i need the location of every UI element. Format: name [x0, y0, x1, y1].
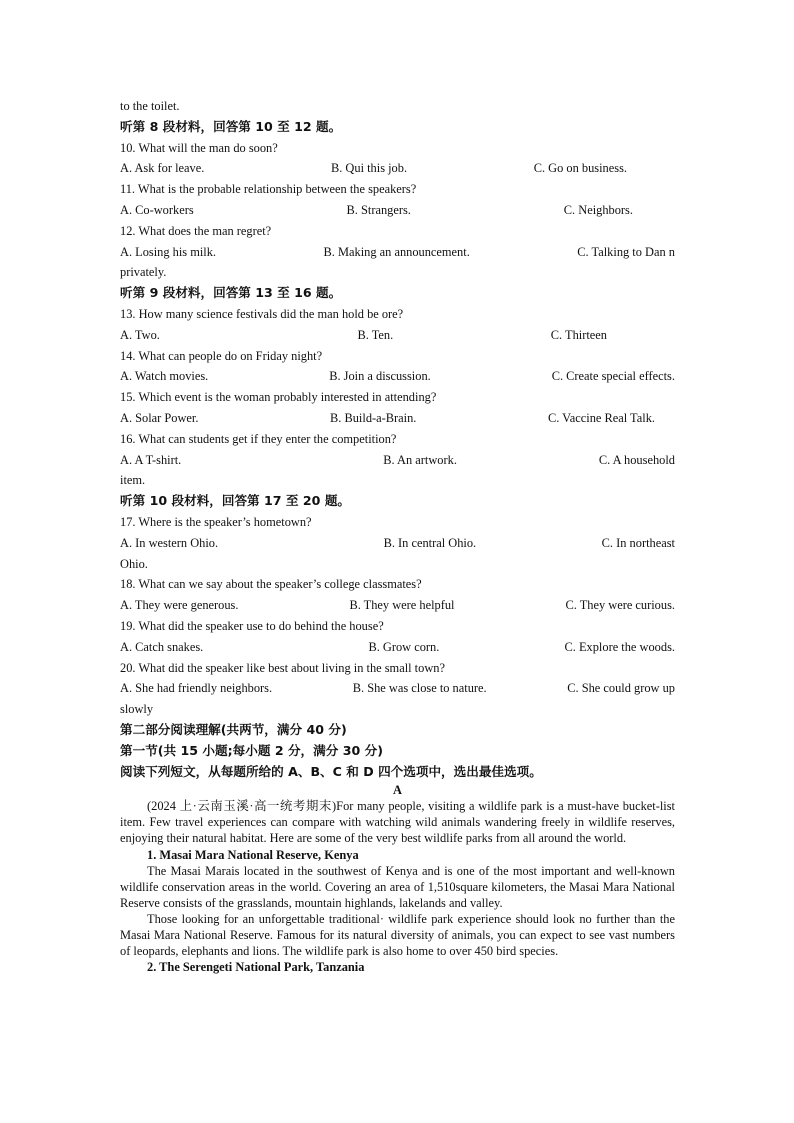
option-c: C. Go on business. [533, 161, 627, 176]
option-wrap: Ohio. [120, 556, 148, 571]
option-a: A. Catch snakes. [120, 639, 204, 654]
park-heading-2: 2. The Serengeti National Park, Tanzania [147, 960, 365, 975]
question-14: 14. What can people do on Friday night? [120, 348, 323, 363]
option-c: C. In northeast [601, 535, 675, 550]
question-15-options [120, 408, 675, 429]
option-a: A. Watch movies. [120, 369, 209, 384]
section-heading-9: 听第 9 段材料，回答第 13 至 16 题。 [120, 285, 342, 301]
option-b: B. In central Ohio. [383, 535, 477, 550]
question-15: 15. Which event is the woman probably interested in attending? [120, 390, 437, 405]
question-11-options [120, 200, 675, 221]
option-c: C. Explore the woods. [564, 639, 675, 654]
question-11: 11. What is the probable relationship between the speakers? [120, 182, 417, 197]
option-wrap: slowly [120, 702, 154, 717]
section-heading-10: 听第 10 段材料，回答第 17 至 20 题。 [120, 493, 351, 509]
question-14-options [120, 366, 675, 387]
option-b: B. Build-a-Brain. [330, 410, 417, 425]
option-wrap: item. [120, 473, 146, 488]
question-16-options [120, 450, 675, 471]
option-a: A. Co-workers [120, 202, 194, 217]
option-c: C. Neighbors. [563, 202, 633, 217]
question-12-options [120, 242, 675, 263]
question-17: 17. Where is the speaker’s hometown? [120, 514, 312, 529]
park-paragraph: Those looking for an unforgettable traditional· wildlife park experience should look no further than the Masai Mara National Reserve. Famous for its natural diversity of animals, you can expect to see vast numbers of leopards, elephants and lions. The wildlife park is also home to over 450 bird species. [120, 911, 675, 959]
park-heading-1: 1. Masai Mara National Reserve, Kenya [147, 847, 359, 862]
question-19-options [120, 637, 675, 658]
question-10-options [120, 158, 675, 179]
question-16: 16. What can students get if they enter the competition? [120, 431, 397, 446]
question-18: 18. What can we say about the speaker’s college classmates? [120, 577, 422, 592]
option-b: B. An artwork. [383, 452, 457, 467]
question-19: 19. What did the speaker use to do behind the house? [120, 618, 384, 633]
option-b: B. Strangers. [346, 202, 411, 217]
option-c: C. She could grow up [567, 681, 675, 696]
option-a: A. Two. [120, 327, 160, 342]
question-13-options [120, 325, 675, 346]
option-b: B. Ten. [357, 327, 394, 342]
option-a: A. In western Ohio. [120, 535, 219, 550]
option-a: A. She had friendly neighbors. [120, 681, 273, 696]
option-b: B. Qui this job. [330, 161, 408, 176]
question-17-options [120, 533, 675, 554]
continued-text: to the toilet. [120, 99, 180, 113]
option-b: B. They were helpful [349, 598, 455, 613]
question-13: 13. How many science festivals did the man hold be ore? [120, 306, 404, 321]
option-wrap: privately. [120, 265, 167, 280]
option-b: B. Making an announcement. [323, 244, 470, 259]
question-20: 20. What did the speaker like best about living in the small town? [120, 660, 445, 675]
option-a: A. Solar Power. [120, 410, 199, 425]
option-c: C. Vaccine Real Talk. [547, 410, 655, 425]
option-b: B. Join a discussion. [329, 369, 431, 384]
option-a: A. Ask for leave. [120, 161, 205, 176]
option-c: C. They were curious. [565, 598, 675, 613]
option-a: A. Losing his milk. [120, 244, 217, 259]
option-b: B. She was close to nature. [352, 681, 487, 696]
section-one-heading: 第一节(共 15 小题;每小题 2 分，满分 30 分) [120, 742, 383, 758]
section-heading-8: 听第 8 段材料，回答第 10 至 12 题。 [120, 118, 342, 134]
question-18-options [120, 595, 675, 616]
park-paragraph: The Masai Marais located in the southwest of Kenya and is one of the most important and well-known wildlife conservation areas in the world. Covering an area of 1,510square kilometers, the Masai Mara National Reserve consists of the grasslands, mountain highlands, lakelands and valley. [120, 863, 675, 910]
exam-page [120, 96, 675, 975]
option-a: A. They were generous. [120, 598, 239, 613]
option-c: C. Talking to Dan n [577, 244, 675, 259]
option-c: C. Thirteen [550, 327, 607, 342]
reading-instructions: 阅读下列短文，从每题所给的 A、B、C 和 D 四个选项中，选出最佳选项。 [120, 763, 542, 779]
passage-intro: (2024 上·云南玉溪·高一统考期末)For many people, visiting a wildlife park is a must-have bucket-list item. Few travel experiences can compare with watching wild animals wandering freely in wildlife reserves, enjoying their natural habitat. Here are some of the very best wildlife parks from all around the world. [120, 799, 675, 846]
option-c: C. Create special effects. [551, 369, 675, 384]
question-12: 12. What does the man regret? [120, 223, 272, 238]
question-10: 10. What will the man do soon? [120, 140, 278, 155]
passage-label: A [393, 783, 402, 798]
option-b: B. Grow corn. [368, 639, 440, 654]
option-c: C. A household [598, 452, 675, 467]
question-20-options [120, 678, 675, 699]
option-a: A. A T-shirt. [120, 452, 182, 467]
part-two-heading: 第二部分阅读理解(共两节，满分 40 分) [120, 721, 347, 737]
